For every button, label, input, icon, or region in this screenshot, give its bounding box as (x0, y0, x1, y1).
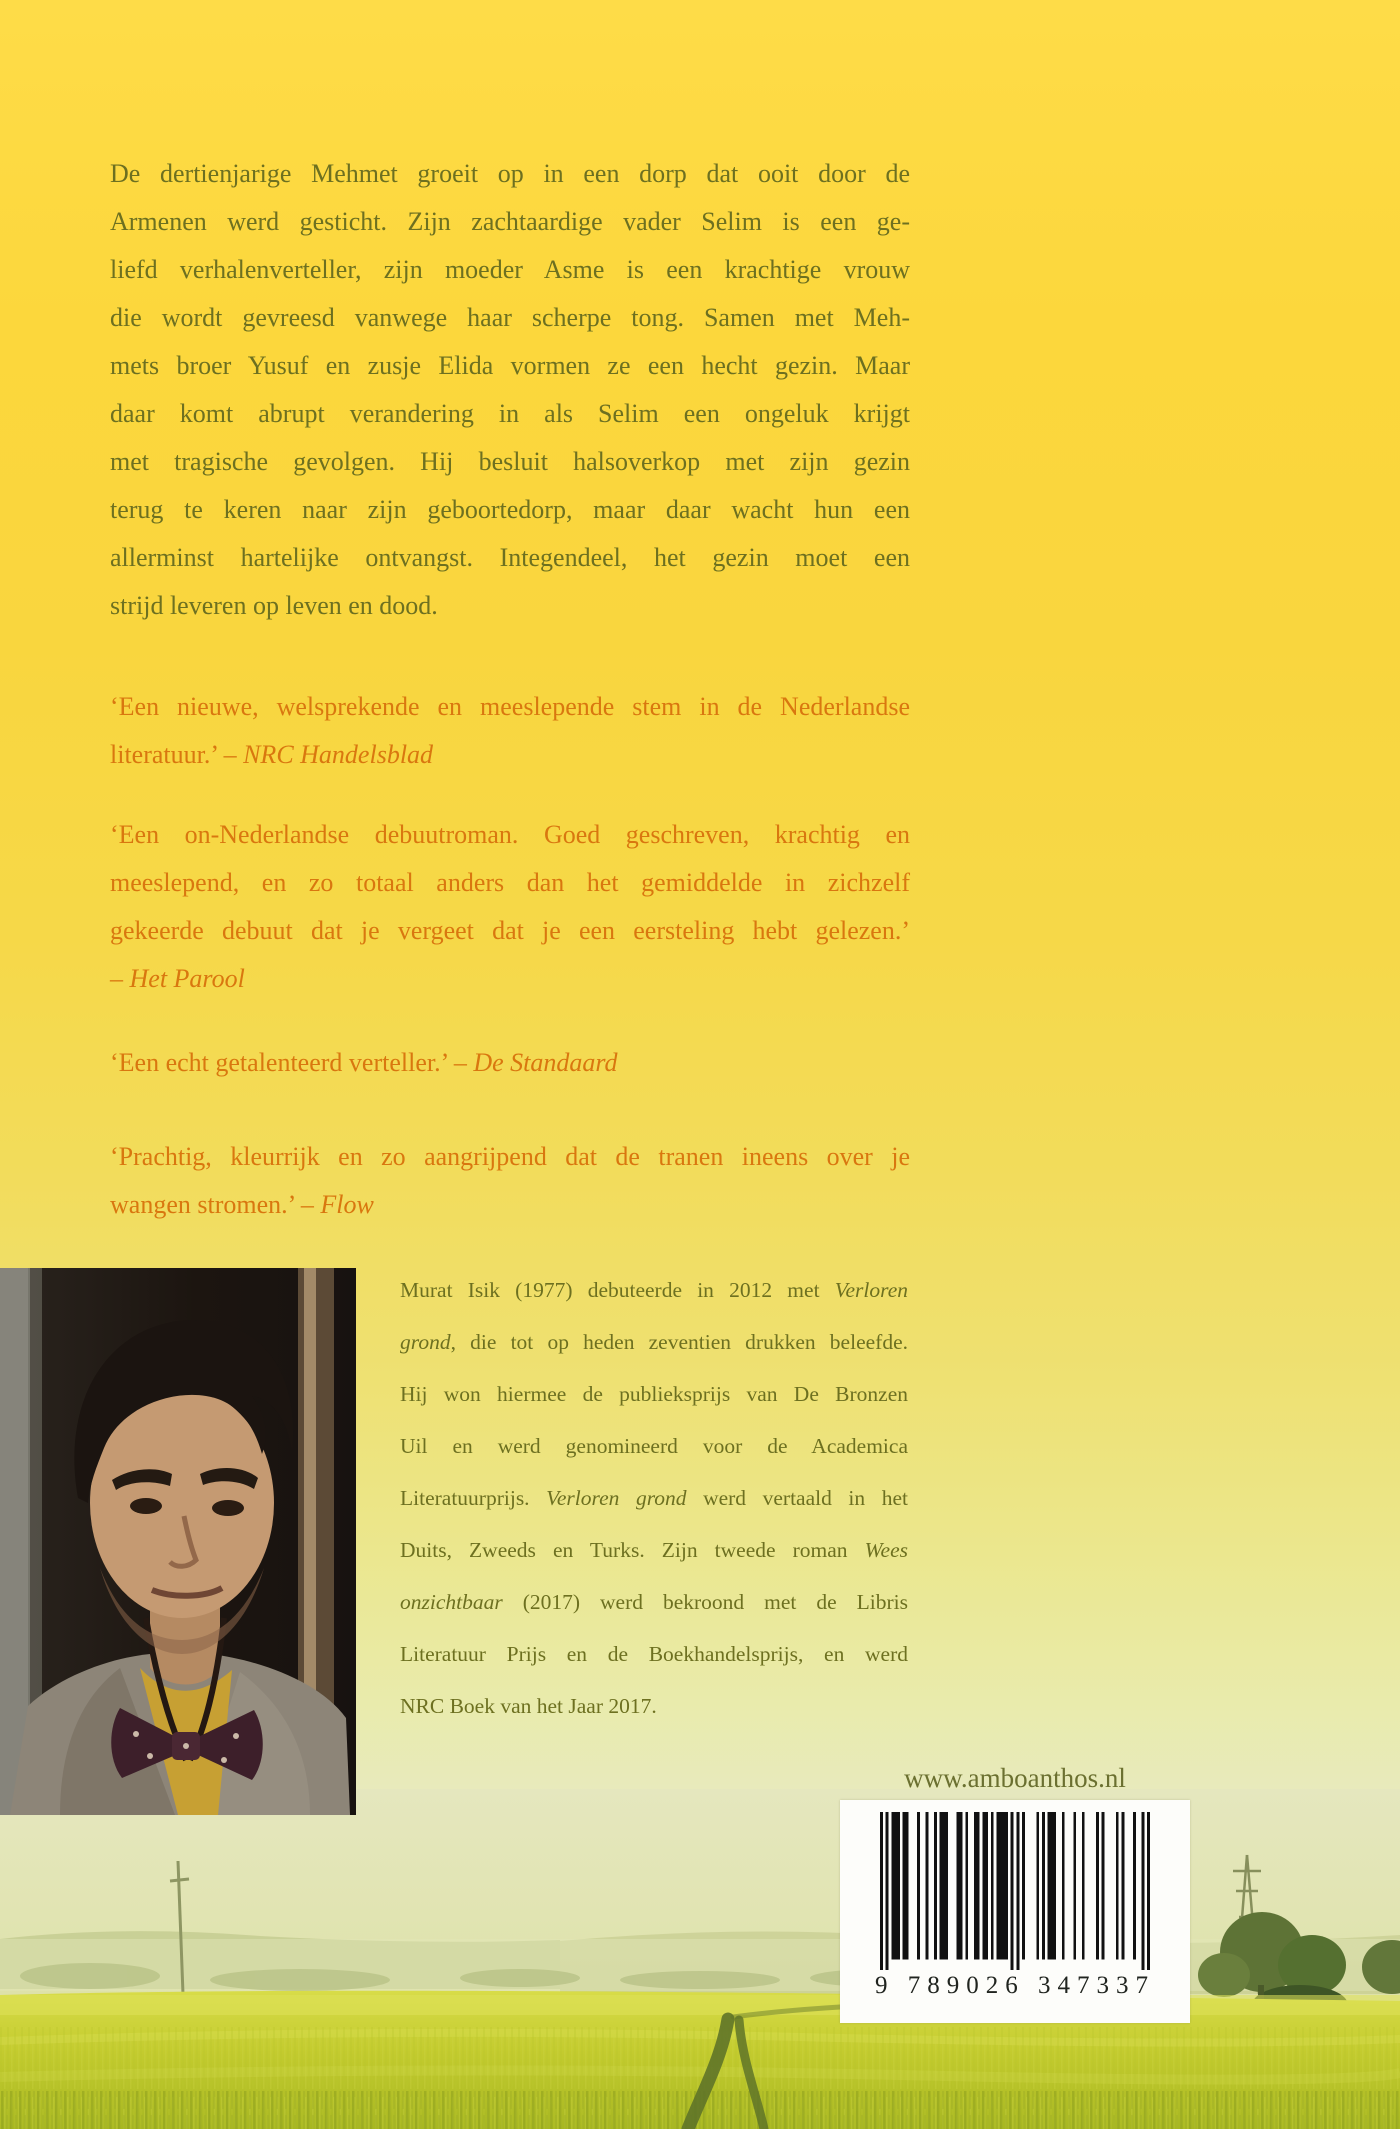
bio-line: Literatuurprijs. Verloren grond werd vertaald in het (400, 1486, 908, 1510)
synopsis-line: met tragische gevolgen. Hij besluit halsoverkop met zijn gezin (110, 447, 910, 476)
synopsis-line: strijd leveren op leven en dood. (110, 591, 438, 620)
synopsis-line: liefd verhalenverteller, zijn moeder Asme is een krachtige vrouw (110, 255, 910, 284)
bio-line: Murat Isik (1977) debuteerde in 2012 met Verloren (400, 1278, 908, 1302)
quote-line: ‘Een echt getalenteerd verteller.’ – De Standaard (110, 1048, 618, 1077)
quote-line: gekeerde debuut dat je vergeet dat je een eersteling hebt gelezen.’ (110, 916, 910, 945)
quote-line: literatuur.’ – NRC Handelsblad (110, 740, 434, 769)
author-bio (400, 1264, 908, 1732)
synopsis-line: mets broer Yusuf en zusje Elida vormen ze een hecht gezin. Maar (110, 351, 910, 380)
bio-line: Literatuur Prijs en de Boekhandelsprijs, en werd (400, 1642, 908, 1666)
quote-line: ‘Een nieuwe, welsprekende en meeslepende stem in de Nederlandse (110, 692, 910, 721)
review-quote-standaard (110, 1039, 910, 1087)
synopsis-line: allerminst hartelijke ontvangst. Integendeel, het gezin moet een (110, 543, 910, 572)
quote-line: – Het Parool (110, 964, 245, 993)
synopsis (110, 150, 910, 630)
mist-band (0, 1939, 1400, 1991)
bio-line: Uil en werd genomineerd voor de Academica (400, 1434, 908, 1458)
eye-right (212, 1500, 244, 1516)
barcode-block (840, 1800, 1190, 2023)
quote-line: meeslepend, en zo totaal anders dan het gemiddelde in zichzelf (110, 868, 910, 897)
synopsis-line: daar komt abrupt verandering in als Selim een ongeluk krijgt (110, 399, 910, 428)
synopsis-line: Armenen werd gesticht. Zijn zachtaardige vader Selim is een ge- (110, 207, 910, 236)
synopsis-line: terug te keren naar zijn geboortedorp, maar daar wacht hun een (110, 495, 910, 524)
bio-line: grond, die tot op heden zeventien drukken beleefde. (400, 1330, 908, 1354)
bio-line: Hij won hiermee de publieksprijs van De Bronzen (400, 1382, 908, 1406)
review-quote-flow (110, 1133, 910, 1229)
barcode (880, 1812, 1150, 1970)
quote-line: ‘Prachtig, kleurrijk en zo aangrijpend dat de tranen ineens over je (110, 1142, 910, 1171)
bio-line: onzichtbaar (2017) werd bekroond met de Libris (400, 1590, 908, 1614)
eye-left (130, 1498, 162, 1514)
synopsis-line: De dertienjarige Mehmet groeit op in een dorp dat ooit door de (110, 159, 910, 188)
field-landscape-photo (0, 1789, 1400, 2129)
barcode-digits: 9 789026 347337 (875, 1972, 1155, 1999)
review-quote-parool (110, 811, 910, 1003)
publisher-website: www.amboanthos.nl (904, 1763, 1126, 1793)
bio-line: NRC Boek van het Jaar 2017. (400, 1694, 657, 1718)
review-quote-nrc (110, 683, 910, 779)
bio-line: Duits, Zweeds en Turks. Zijn tweede roman Wees (400, 1538, 908, 1562)
quote-line: ‘Een on-Nederlandse debuutroman. Goed geschreven, krachtig en (110, 820, 910, 849)
author-photo (0, 1268, 356, 1815)
synopsis-line: die wordt gevreesd vanwege haar scherpe tong. Samen met Meh- (110, 303, 910, 332)
field-light-band (0, 1995, 1400, 2015)
quote-line: wangen stromen.’ – Flow (110, 1190, 374, 1219)
